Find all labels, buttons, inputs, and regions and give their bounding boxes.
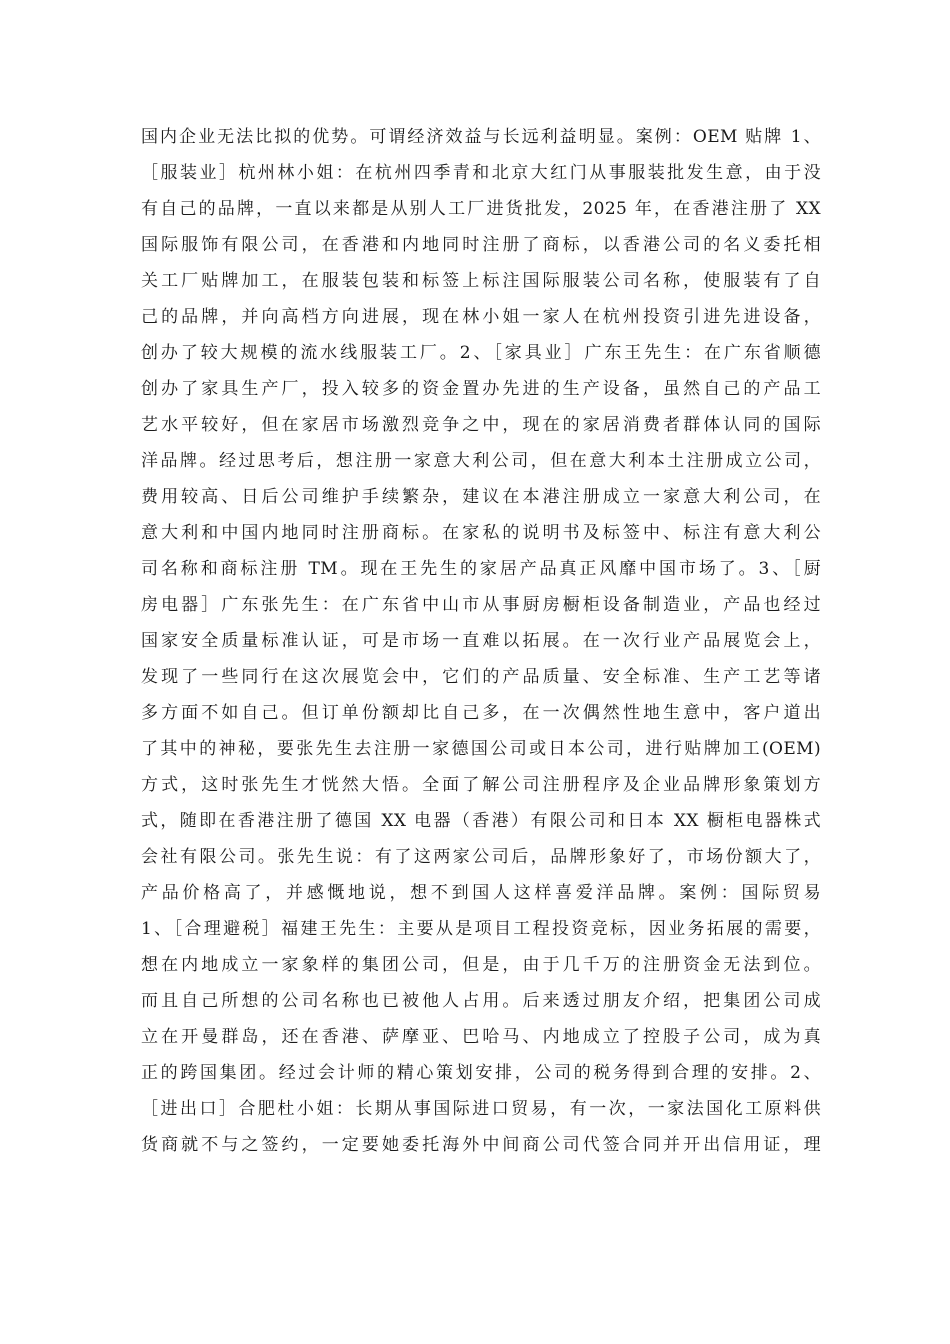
text-line: 艺水平较好，但在家居市场激烈竞争之中，现在的家居消费者群体认同的国际 [141,415,821,435]
body-text [141,119,821,1163]
text-line: 费用较高、日后公司维护手续繁杂，建议在本港注册成立一家意大利公司，在 [141,487,821,507]
text-line: 了其中的神秘，要张先生去注册一家德国公司或日本公司，进行贴牌加工(OEM) [141,739,821,759]
text-line: 己的品牌，并向高档方向进展，现在林小姐一家人在杭州投资引进先进设备， [141,307,821,327]
text-line: 货商就不与之签约，一定要她委托海外中间商公司代签合同并开出信用证，理 [141,1135,821,1155]
text-line: 司名称和商标注册 TM。现在王先生的家居产品真正风靡中国市场了。3、［厨 [141,559,821,579]
text-line: 1、［合理避税］福建王先生：主要从是项目工程投资竞标，因业务拓展的需要， [141,919,821,939]
text-line: ［服装业］杭州林小姐：在杭州四季青和北京大红门从事服装批发生意，由于没 [141,163,821,183]
text-line: 有自己的品牌，一直以来都是从别人工厂进货批发，2025 年，在香港注册了 XX [141,199,821,219]
text-line: 创办了家具生产厂，投入较多的资金置办先进的生产设备，虽然自己的产品工 [141,379,821,399]
text-line: 洋品牌。经过思考后，想注册一家意大利公司，但在意大利本土注册成立公司， [141,451,821,471]
text-line: 产品价格高了，并感慨地说，想不到国人这样喜爱洋品牌。案例：国际贸易 [141,883,821,903]
text-line: 方式，这时张先生才恍然大悟。全面了解公司注册程序及企业品牌形象策划方 [141,775,821,795]
text-line: 想在内地成立一家象样的集团公司，但是，由于几千万的注册资金无法到位。 [141,955,821,975]
text-line: 国际服饰有限公司，在香港和内地同时注册了商标，以香港公司的名义委托相 [141,235,821,255]
text-line: 会社有限公司。张先生说：有了这两家公司后，品牌形象好了，市场份额大了， [141,847,821,867]
text-line: 发现了一些同行在这次展览会中，它们的产品质量、安全标准、生产工艺等诸 [141,667,821,687]
text-line: 正的跨国集团。经过会计师的精心策划安排，公司的税务得到合理的安排。2、 [141,1063,821,1083]
text-line: 而且自己所想的公司名称也已被他人占用。后来透过朋友介绍，把集团公司成 [141,991,821,1011]
text-line: 国内企业无法比拟的优势。可谓经济效益与长远利益明显。案例：OEM 贴牌 1、 [141,127,821,147]
text-line: 意大利和中国内地同时注册商标。在家私的说明书及标签中、标注有意大利公 [141,523,821,543]
text-line: ［进出口］合肥杜小姐：长期从事国际进口贸易，有一次，一家法国化工原料供 [141,1099,821,1119]
text-line: 立在开曼群岛，还在香港、萨摩亚、巴哈马、内地成立了控股子公司，成为真 [141,1027,821,1047]
text-line: 多方面不如自己。但订单份额却比自己多，在一次偶然性地生意中，客户道出 [141,703,821,723]
text-line: 式，随即在香港注册了德国 XX 电器（香港）有限公司和日本 XX 橱柜电器株式 [141,811,821,831]
text-line: 关工厂贴牌加工，在服装包装和标签上标注国际服装公司名称，使服装有了自 [141,271,821,291]
text-line: 国家安全质量标准认证，可是市场一直难以拓展。在一次行业产品展览会上， [141,631,821,651]
text-line: 创办了较大规模的流水线服装工厂。2、［家具业］广东王先生：在广东省顺德 [141,343,821,363]
text-line: 房电器］广东张先生：在广东省中山市从事厨房橱柜设备制造业，产品也经过 [141,595,821,615]
